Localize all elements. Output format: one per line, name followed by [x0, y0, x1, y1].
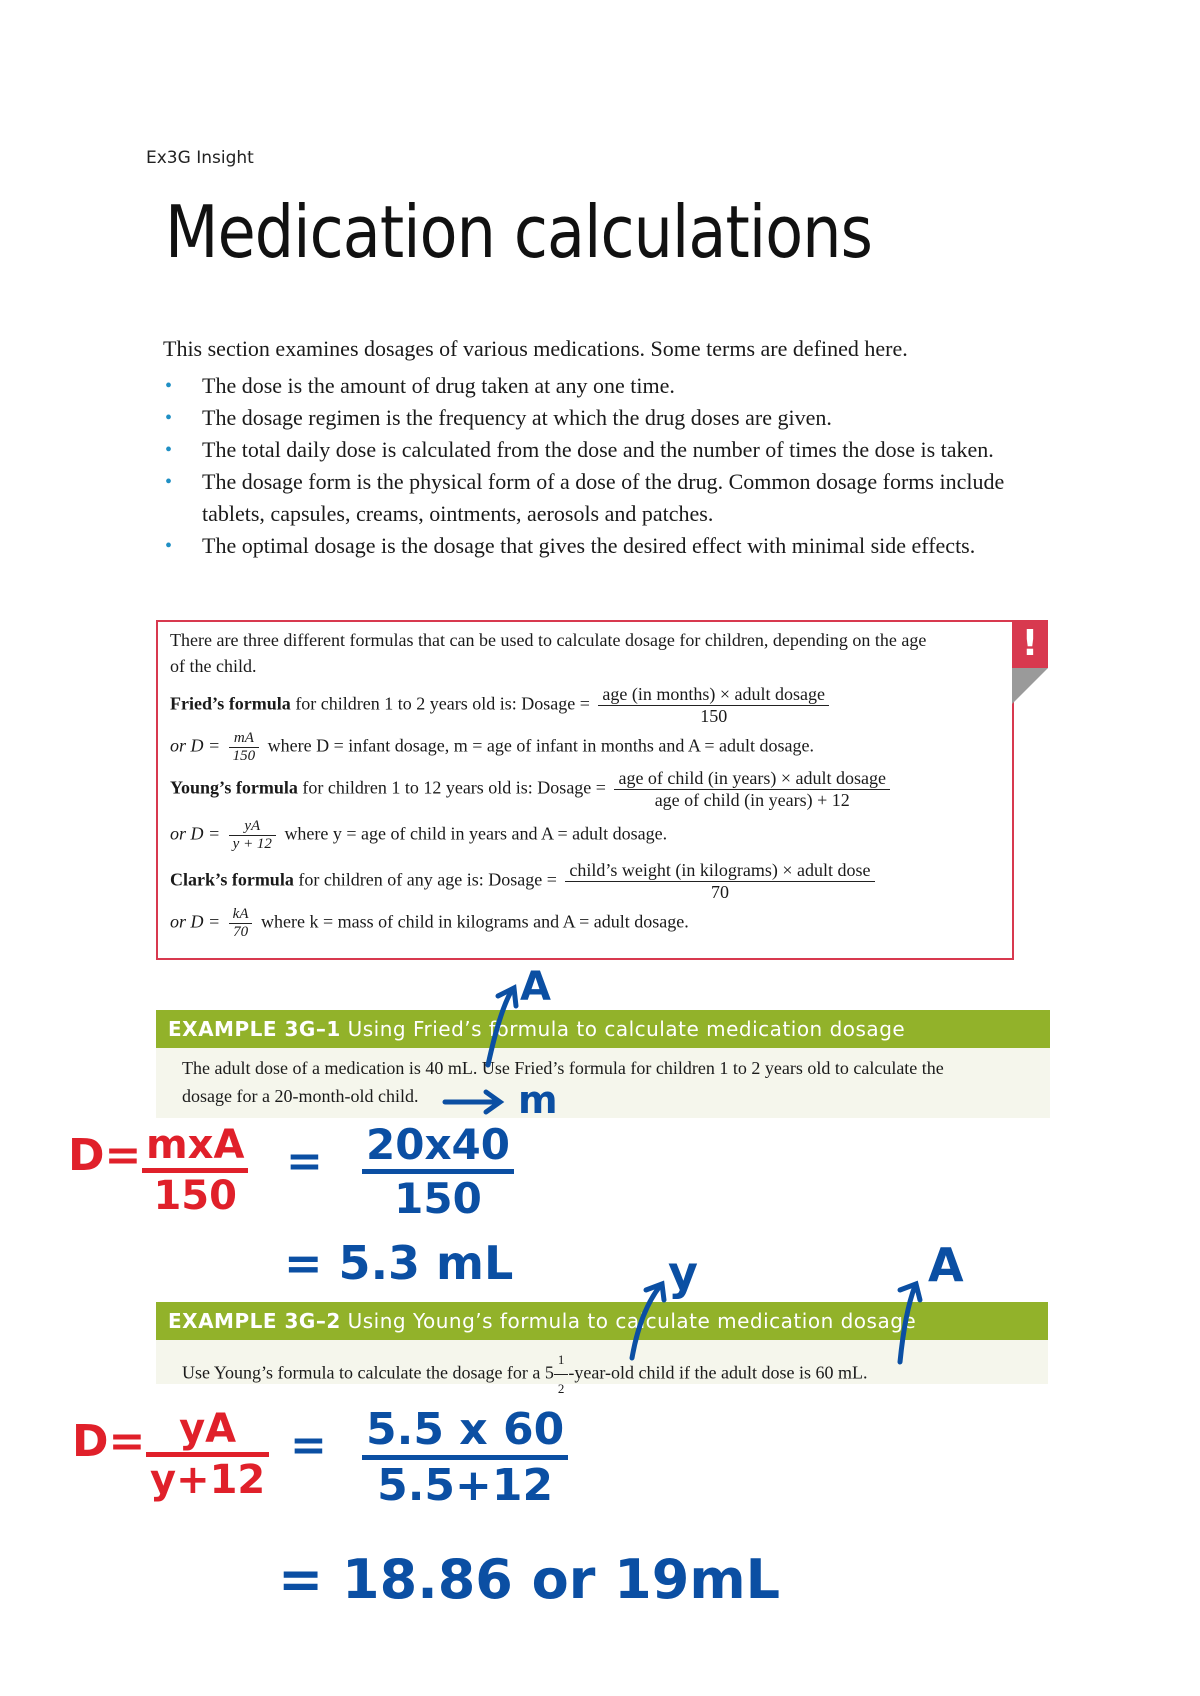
handwritten-annotation-m: m [518, 1078, 558, 1122]
fried-formula-text: for children 1 to 2 years old is: Dosage = [290, 693, 590, 714]
handwritten-formula-lhs: D= [72, 1416, 146, 1467]
handwritten-equals: = [290, 1420, 327, 1471]
handwritten-numerator: mxA [142, 1122, 248, 1173]
clark-formula-name: Clark’s formula [170, 869, 294, 890]
list-item: • The dosage regimen is the frequency at which the drug doses are given. [160, 402, 1060, 434]
fraction-numerator: 1 [554, 1346, 569, 1375]
formula-intro-line2: of the child. [170, 656, 257, 676]
alt-prefix: or D = [170, 735, 221, 756]
fraction-denominator: 2 [557, 1381, 565, 1396]
formula-intro-line1: There are three different formulas that can be used to calculate dosage for children, depending on the age [170, 630, 927, 650]
example2-label: EXAMPLE 3G–2 [168, 1309, 341, 1333]
fraction-denominator: 150 [700, 706, 728, 726]
handwritten-formula-fraction [146, 1406, 269, 1503]
example2-title: Using Young’s formula to calculate medication dosage [340, 1309, 917, 1333]
young-formula-text: for children 1 to 12 years old is: Dosage = [297, 777, 606, 798]
alt-prefix: or D = [170, 911, 221, 932]
young-formula-name: Young’s formula [170, 777, 298, 798]
handwritten-annotation-A: A [520, 964, 551, 1010]
list-item: • The optimal dosage is the dosage that gives the desired effect with minimal side effects. [160, 530, 1060, 562]
handwritten-result: = 18.86 or 19mL [278, 1548, 781, 1611]
handwritten-numerator: 5.5 x 60 [362, 1404, 568, 1460]
fraction-numerator: yA [229, 818, 276, 836]
example1-body-line2: dosage for a 20-month-old child. [182, 1086, 419, 1106]
example2-body-post: -year-old child if the adult dose is 60 mL. [568, 1362, 868, 1383]
alt-text: where y = age of child in years and A = adult dosage. [284, 823, 668, 844]
fraction-denominator: 150 [232, 748, 256, 764]
fraction-denominator: y + 12 [232, 836, 272, 852]
fraction-numerator: child’s weight (in kilograms) × adult dose [565, 860, 874, 882]
fraction-denominator: 70 [233, 924, 249, 940]
list-item: • The total daily dose is calculated from the dose and the number of times the dose is taken. [160, 434, 1060, 466]
handwritten-denominator: 150 [153, 1173, 237, 1219]
arrow-to-A-2 [900, 1286, 915, 1362]
handwritten-formula-lhs: D= [68, 1130, 142, 1181]
fraction-numerator: age (in months) × adult dosage [598, 684, 829, 706]
alt-text: where k = mass of child in kilograms and A = adult dosage. [260, 911, 689, 932]
handwritten-numerator: yA [146, 1406, 269, 1457]
page-title: Medication calculations [165, 190, 873, 274]
example1-body-line1: The adult dose of a medication is 40 mL. Use Fried’s formula for children 1 to 2 years old to calculate the [182, 1058, 944, 1078]
list-item: • The dose is the amount of drug taken at any one time. [160, 370, 1060, 402]
handwritten-denominator: y+12 [150, 1457, 266, 1503]
arrow-to-A-1 [488, 990, 512, 1065]
list-item: • The dosage form is the physical form of a dose of the drug. Common dosage forms include tablets, capsules, creams, ointments, aerosols and patches. [160, 466, 1060, 530]
fraction-numerator: mA [229, 730, 260, 748]
handwritten-annotation-A: A [928, 1238, 964, 1292]
arrow-to-y [632, 1286, 660, 1358]
fraction-denominator: age of child (in years) + 12 [654, 790, 850, 810]
example1-title: Using Fried’s formula to calculate medication dosage [340, 1017, 906, 1041]
example1-label: EXAMPLE 3G–1 [168, 1017, 341, 1041]
example2-body-pre: Use Young’s formula to calculate the dosage for a 5 [182, 1362, 554, 1383]
fraction-numerator: age of child (in years) × adult dosage [614, 768, 890, 790]
intro-text: This section examines dosages of various medications. Some terms are defined here. [163, 336, 908, 361]
handwritten-numerator: 20x40 [362, 1120, 514, 1174]
alt-prefix: or D = [170, 823, 221, 844]
handwritten-denominator: 5.5+12 [377, 1460, 554, 1511]
alt-text: where D = infant dosage, m = age of infant in months and A = adult dosage. [267, 735, 814, 756]
fraction-numerator: kA [229, 906, 253, 924]
alert-icon: ! [1012, 620, 1048, 668]
handwritten-denominator: 150 [394, 1174, 482, 1223]
handwritten-substitution [362, 1404, 568, 1511]
handwritten-equals: = [286, 1136, 323, 1187]
handwritten-result: = 5.3 mL [284, 1236, 514, 1290]
clark-formula-text: for children of any age is: Dosage = [293, 869, 557, 890]
fraction-denominator: 70 [710, 882, 729, 902]
header-label: Ex3G Insight [146, 148, 254, 168]
handwritten-formula-fraction [142, 1122, 248, 1219]
handwritten-substitution [362, 1120, 514, 1223]
fried-formula-name: Fried’s formula [170, 693, 291, 714]
handwritten-annotation-y: y [668, 1246, 698, 1300]
